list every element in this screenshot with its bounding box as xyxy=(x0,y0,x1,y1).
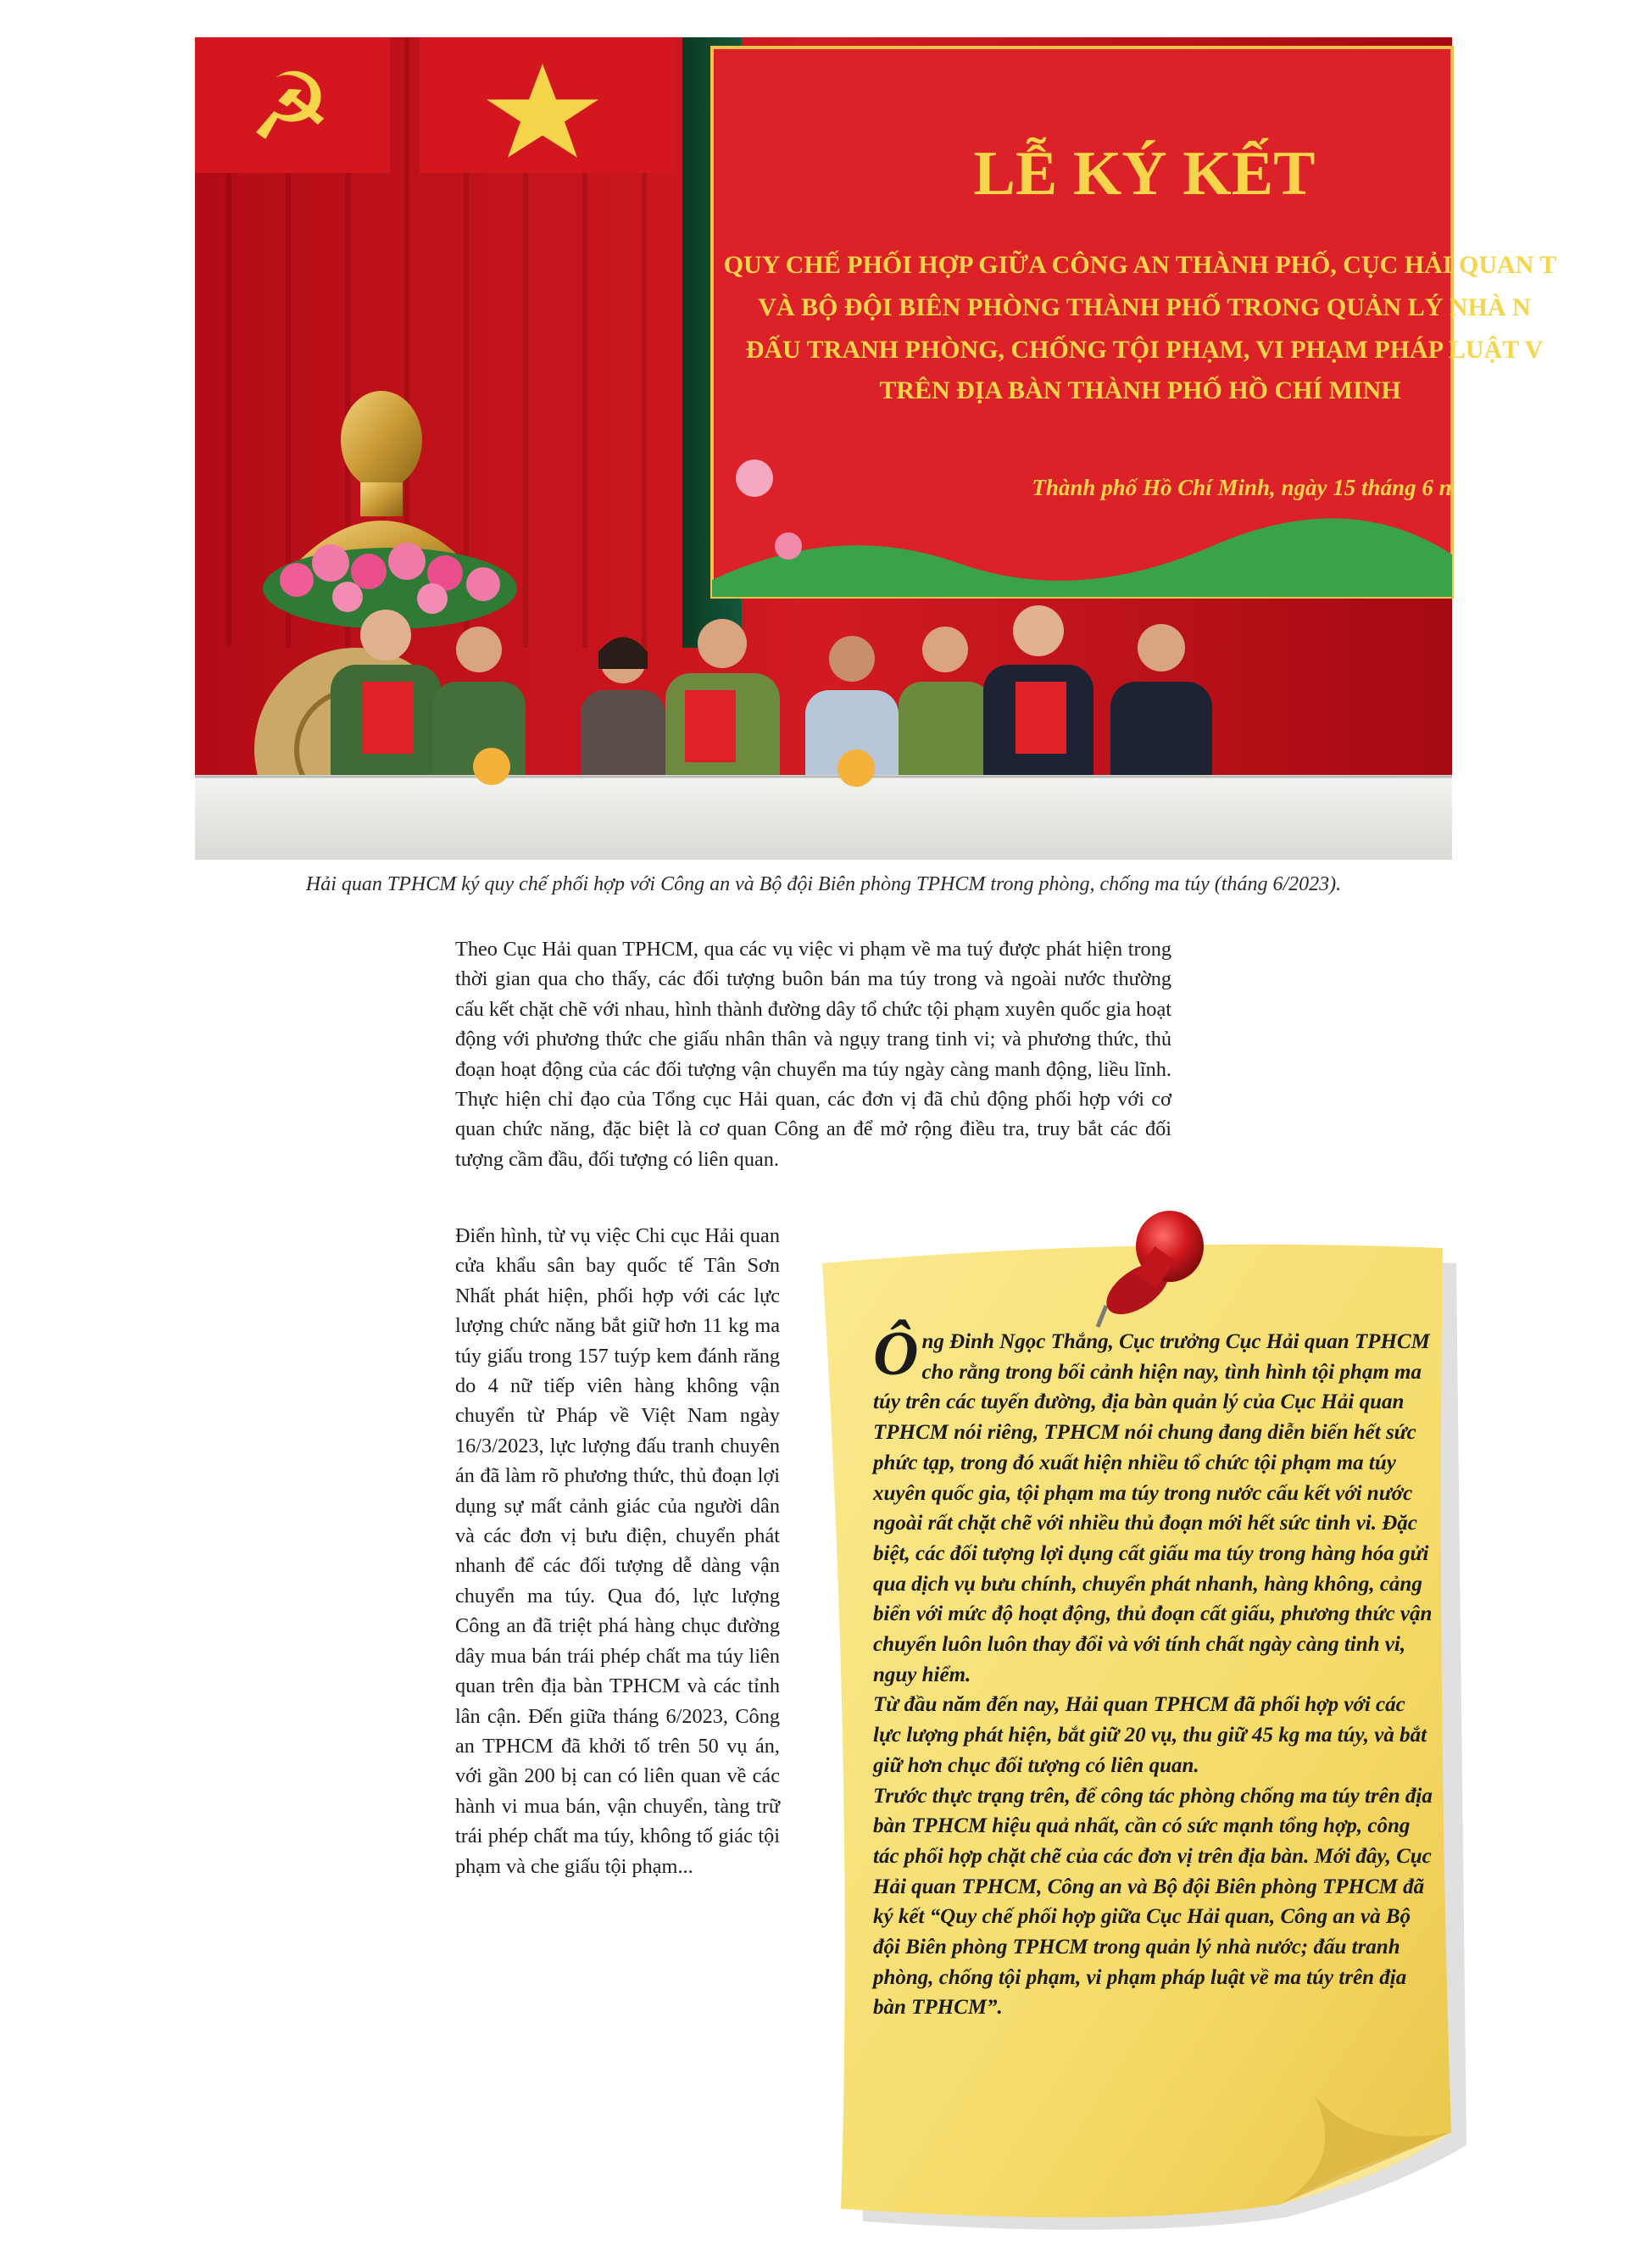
ceremony-banner xyxy=(712,47,1556,597)
svg-text:☭: ☭ xyxy=(248,53,332,161)
banner-line-4: TRÊN ĐỊA BÀN THÀNH PHỐ HỒ CHÍ MINH xyxy=(879,376,1401,404)
banner-date: Thành phố Hồ Chí Minh, ngày 15 tháng 6 n xyxy=(1032,475,1452,500)
dropcap-letter: Ô xyxy=(873,1319,919,1389)
note-paragraph-2: Từ đầu năm đến nay, Hải quan TPHCM đã phối hợp với các lực lượng phát hiện, bắt giữ 20 vụ, thu giữ 45 kg ma túy, và bắt giữ hơn chục đối tượng có liên quan. xyxy=(873,1693,1427,1777)
signing-ceremony-photo xyxy=(195,37,1557,860)
note-text xyxy=(873,1319,1437,2023)
banner-line-2: VÀ BỘ ĐỘI BIÊN PHÒNG THÀNH PHỐ TRONG QUẢN LÝ NHÀ N xyxy=(758,293,1531,321)
banner-title: LỄ KÝ KẾT xyxy=(973,139,1316,209)
party-flag xyxy=(195,37,390,173)
intro-section xyxy=(455,934,1171,1174)
national-flag xyxy=(420,37,674,173)
banner-line-1: QUY CHẾ PHỐI HỢP GIỮA CÔNG AN THÀNH PHỐ, CỤC HẢI QUAN T xyxy=(723,251,1557,279)
intro-paragraph: Theo Cục Hải quan TPHCM, qua các vụ việc vi phạm về ma tuý được phát hiện trong thời gian qua cho thấy, các đối tượng buôn bán ma túy trong và ngoài nước thường cấu kết chặt chẽ với nhau, hình thành đường dây tổ chức tội phạm xuyên quốc gia hoạt động với phương thức che giấu nhân thân và ngụy trang tinh vi; và phương thức, thủ đoạn hoạt động của các đối tượng vận chuyển ma túy ngày càng manh động, liều lĩnh. Thực hiện chỉ đạo của Tổng cục Hải quan, các đơn vị đã chủ động phối hợp với cơ quan chức năng, đặc biệt là cơ quan Công an để mở rộng điều tra, truy bắt các đối tượng cầm đầu, đối tượng có liên quan. xyxy=(455,938,1171,1171)
note-paragraph-1: Ông Đinh Ngọc Thắng, Cục trưởng Cục Hải quan TPHCM cho rằng trong bối cảnh hiện nay, tình hình tội phạm ma túy trên các tuyến đường, địa bàn quản lý của Cục Hải quan TPHCM nói riêng, TPHCM nói chung đang diễn biến hết sức phức tạp, trong đó xuất hiện nhiều tổ chức tội phạm ma túy xuyên quốc gia, tội phạm ma túy trong nước cấu kết với nước ngoài rất chặt chẽ với nhiều thủ đoạn mới hết sức tinh vi. Đặc biệt, các đối tượng lợi dụng cất giấu ma túy trong hàng hóa gửi qua dịch vụ bưu chính, chuyển phát nhanh, hàng không, cảng biển với mức độ hoạt động, thủ đoạn cất giấu, phương thức vận chuyển luôn luôn thay đổi và với tính chất ngày càng tinh vi, nguy hiểm. xyxy=(873,1319,1433,1686)
note-paragraph-3: Trước thực trạng trên, để công tác phòng chống ma túy trên địa bàn TPHCM hiệu quả nhất, cần có sức mạnh tổng hợp, công tác phối hợp chặt chẽ của các đơn vị trên địa bàn. Mới đây, Cục Hải quan TPHCM, Công an và Bộ đội Biên phòng TPHCM đã ký kết “Quy chế phối hợp giữa Cục Hải quan, Công an và Bộ đội Biên phòng TPHCM trong quản lý nhà nước; đấu tranh phòng, chống tội phạm, vi phạm pháp luật về ma túy trên địa bàn TPHCM”. xyxy=(873,1784,1433,2020)
photo-caption: Hải quan TPHCM ký quy chế phối hợp với Công an và Bộ đội Biên phòng TPHCM trong phòng, chống ma túy (tháng 6/2023). xyxy=(305,873,1342,895)
left-column-paragraph: Điển hình, từ vụ việc Chi cục Hải quan cửa khẩu sân bay quốc tế Tân Sơn Nhất phát hiện, phối hợp với các lực lượng chức năng bắt giữ hơn 11 kg ma túy giấu trong 157 tuýp kem đánh răng do 4 nữ tiếp viên hàng không vận chuyển từ Pháp về Việt Nam ngày 16/3/2023, lực lượng đấu tranh chuyên án đã làm rõ phương thức, thủ đoạn lợi dụng sự mất cảnh giác của người dân và các đơn vị bưu điện, chuyển phát nhanh để các đối tượng dễ dàng vận chuyển ma túy. Qua đó, lực lượng Công an đã triệt phá hàng chục đường dây mua bán trái phép chất ma túy liên quan trên địa bàn TPHCM và các tỉnh lân cận. Đến giữa tháng 6/2023, Công an TPHCM đã khởi tố trên 50 vụ án, với gần 200 bị can có liên quan về các hành vi mua bán, vận chuyển, tàng trữ trái phép chất ma túy, không tố giác tội phạm và che giấu tội phạm... xyxy=(455,1224,780,1878)
banner-line-3: ĐẤU TRANH PHÒNG, CHỐNG TỘI PHẠM, VI PHẠM PHÁP LUẬT V xyxy=(745,336,1544,364)
left-column xyxy=(455,1221,780,1881)
